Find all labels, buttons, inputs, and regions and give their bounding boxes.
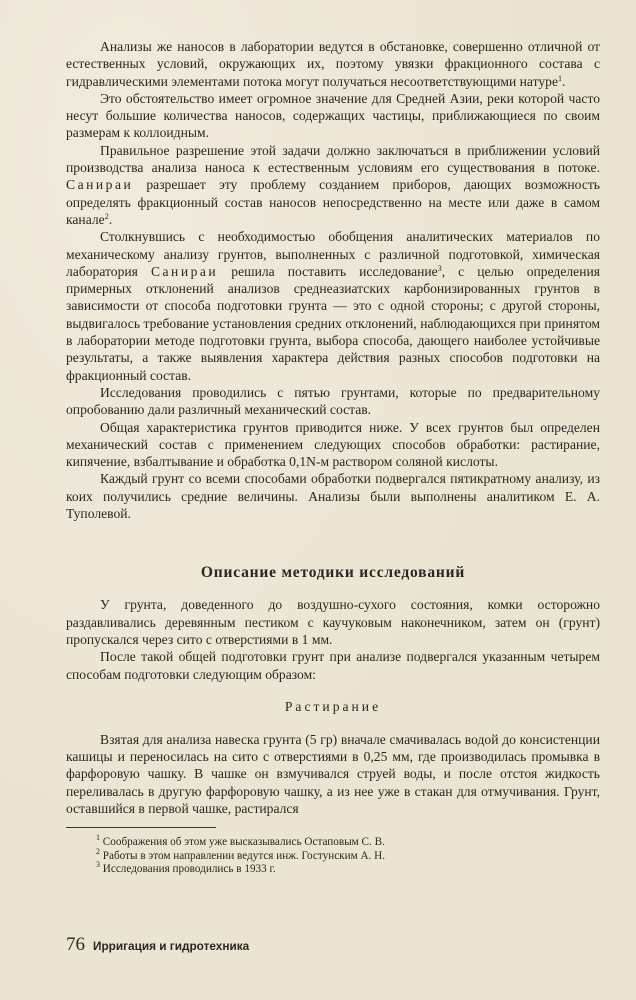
paragraph-general-characteristics: Общая характеристика грунтов приводится ниже. У всех грунтов был определен механический состав с применением следующих способов обработки: растирание, кипячение, взбалтывание и обработка 0,1N-м раствором соляной кислоты. xyxy=(66,419,600,470)
page-footer xyxy=(66,934,249,956)
footnote-3: $^3$ Исследования проводились в 1933 г. xyxy=(96,860,276,876)
paragraph-five-fold-analysis: Каждый грунт со всеми способами обработки подвергался пятикратному анализу, из коих получились средние величины. Анализы были выполнены аналитиком Е. А. Туполевой. xyxy=(66,471,600,522)
footnote-ref-2[interactable]: 2 xyxy=(104,211,109,221)
running-title: Ирригация и гидротехника xyxy=(93,939,250,953)
paragraph-rubbing: Взятая для анализа навеска грунта (5 гр) вначале смачивалась водой до консистенции кашицы и переносилась на сито с отверстиями в 0,25 мм, где производилась промывка в фарфоровую чашку. В чашке он взмучивался струей воды, и после отстоя жидкость переливалась в другую фарфоровую чашку, а из нее уже в стакан для отмучивания. Грунт, оставшийся в первой чашке, растирался xyxy=(66,731,600,816)
paragraph-correct-solution: Правильное разрешение этой задачи должно заключаться в приближении условий производства анализа наноса к естественным условиям его существования в потоке. Санираи разрешает эту проблему созданием приборов, дающих возможность определять фракционный состав наносов непосредственно на месте или даже в самом канале$^2$. xyxy=(66,142,600,227)
section-heading: Описание методики исследований xyxy=(200,564,466,582)
footnote-ref-1[interactable]: 1 xyxy=(558,73,562,83)
paragraph-air-dry: У грунта, доведенного до воздушно-сухого состояния, комки осторожно раздавливались деревянным пестиком с каучуковым наконечником, затем он (грунт) пропускался через сито с отверстиями в 1 мм. xyxy=(66,597,600,647)
body-text xyxy=(66,38,600,877)
paragraph-sediment-analysis: Анализы же наносов в лаборатории ведутся в обстановке, совершенно отличной от естественных условий, окружающих их, поэтому увязки фракционного состава с гидравлическими элементами потока могут получаться несоответствующими натуре$^1$. xyxy=(66,39,600,89)
subheading-rubbing: Растирание xyxy=(284,698,382,714)
paragraph-generalization: Столкнувшись с необходимостью обобщения аналитических материалов по механическому анализу грунтов, выполненных с различной подготовкой, химическая лаборатория Санираи решила поставить исследование$^3$, с целью определения примерных отклонений анализов среднеазиатских карбонизированных грунтов в зависимости от способа подготовки грунта — это с одной стороны; с другой стороны, выдвигалось требование установления средних отклонений, наблюдающихся при принятом в лаборатории методе подготовки грунта, выбора способа, дающего наиболее устойчивые результаты, а также выявления характера действия разных способов подготовки на фракционный состав. xyxy=(66,229,600,383)
footnote-1: $^1$ Соображения об этом уже высказывались Остаповым С. В. xyxy=(96,833,385,849)
page-number: 76 xyxy=(66,934,85,955)
institute-name: Санираи xyxy=(150,263,219,279)
institute-name: Санираи xyxy=(66,177,134,193)
paragraph-after-preparation: После такой общей подготовки грунт при анализе подвергался указанным четырем способам подготовки следующим образом: xyxy=(66,649,600,682)
paragraph-central-asia: Это обстоятельство имеет огромное значение для Средней Азии, реки которой часто несут большие количества наносов, содержащих частицы, приближающиеся по своим размерам к коллоидным. xyxy=(66,90,600,141)
footnote-2: $^2$ Работы в этом направлении ведутся инж. Гостунским А. Н. xyxy=(96,846,386,862)
paragraph-five-soils: Исследования проводились с пятью грунтами, которые по предварительному опробованию дали различный механический состав. xyxy=(66,384,600,418)
footnote-ref-3[interactable]: 3 xyxy=(437,263,442,273)
footnote-divider xyxy=(66,827,216,828)
